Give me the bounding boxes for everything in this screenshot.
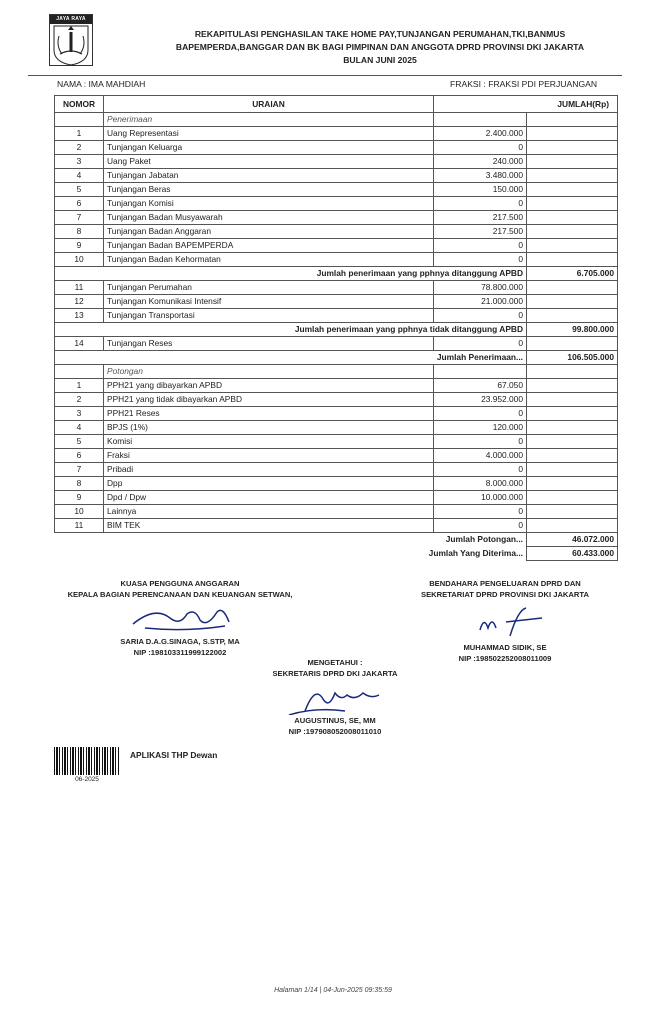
right-sig-title2: SEKRETARIAT DPRD PROVINSI DKI JAKARTA xyxy=(421,590,589,599)
nomor-cell: 11 xyxy=(55,281,104,295)
table-row xyxy=(55,197,618,211)
table-row xyxy=(55,393,618,407)
total-row xyxy=(55,547,618,561)
subtotal-label: Jumlah penerimaan yang pphnya ditanggung APBD xyxy=(55,267,527,281)
table-row xyxy=(55,239,618,253)
nomor-cell: 11 xyxy=(55,519,104,533)
amount-cell: 8.000.000 xyxy=(434,477,527,491)
right-sig-title1: BENDAHARA PENGELUARAN DPRD DAN xyxy=(429,579,581,588)
center-signature-block xyxy=(220,657,450,737)
amount-cell: 217.500 xyxy=(434,211,527,225)
col-jumlah: JUMLAH(Rp) xyxy=(434,96,618,113)
total-cell xyxy=(527,491,618,505)
uraian-cell: Tunjangan Reses xyxy=(104,337,434,351)
nomor-cell: 10 xyxy=(55,505,104,519)
uraian-cell: Komisi xyxy=(104,435,434,449)
amount-cell: 4.000.000 xyxy=(434,449,527,463)
uraian-cell: Tunjangan Badan Anggaran xyxy=(104,225,434,239)
nomor-cell: 2 xyxy=(55,393,104,407)
table-header-row xyxy=(55,96,618,113)
total-cell xyxy=(527,141,618,155)
total-cell xyxy=(527,169,618,183)
amount-cell: 78.800.000 xyxy=(434,281,527,295)
uraian-cell: Lainnya xyxy=(104,505,434,519)
subtotal-label: Jumlah Penerimaan... xyxy=(55,351,527,365)
section-row xyxy=(55,365,618,379)
nomor-cell: 14 xyxy=(55,337,104,351)
uraian-cell: Tunjangan Beras xyxy=(104,183,434,197)
total-cell xyxy=(527,197,618,211)
amount-cell: 150.000 xyxy=(434,183,527,197)
amount-cell: 120.000 xyxy=(434,421,527,435)
table-row xyxy=(55,183,618,197)
nomor-cell: 13 xyxy=(55,309,104,323)
total-cell xyxy=(527,295,618,309)
left-sig-title2: KEPALA BAGIAN PERENCANAAN DAN KEUANGAN SETWAN, xyxy=(67,590,293,599)
uraian-cell: Tunjangan Badan Musyawarah xyxy=(104,211,434,225)
total-cell xyxy=(527,519,618,533)
total-cell xyxy=(527,463,618,477)
nomor-cell: 2 xyxy=(55,141,104,155)
amount-cell: 0 xyxy=(434,435,527,449)
fraksi-label: FRAKSI : FRAKSI PDI PERJUANGAN xyxy=(450,79,598,89)
section-label: Potongan xyxy=(104,365,434,379)
nomor-cell: 4 xyxy=(55,169,104,183)
amount-cell: 0 xyxy=(434,141,527,155)
table-row xyxy=(55,463,618,477)
subtotal-value: 6.705.000 xyxy=(527,267,618,281)
nomor-cell: 1 xyxy=(55,127,104,141)
nama-label: NAMA : IMA MAHDIAH xyxy=(57,79,146,89)
left-sig-title1: KUASA PENGGUNA ANGGARAN xyxy=(120,579,240,588)
total-cell xyxy=(527,393,618,407)
nomor-cell: 6 xyxy=(55,197,104,211)
total-row xyxy=(55,323,618,337)
table-row xyxy=(55,449,618,463)
table-row xyxy=(55,141,618,155)
total-cell xyxy=(527,309,618,323)
nomor-cell: 8 xyxy=(55,477,104,491)
jakarta-logo xyxy=(49,14,93,66)
table-row xyxy=(55,253,618,267)
total-cell xyxy=(527,505,618,519)
nomor-cell: 9 xyxy=(55,491,104,505)
monas-emblem-icon xyxy=(50,24,92,66)
doc-title-line1: REKAPITULASI PENGHASILAN TAKE HOME PAY,TUNJANGAN PERUMAHAN,TKI,BANMUS xyxy=(194,29,566,39)
amount-cell: 240.000 xyxy=(434,155,527,169)
total-label: Jumlah Yang Diterima... xyxy=(428,548,523,558)
table-row xyxy=(55,309,618,323)
amount-cell: 10.000.000 xyxy=(434,491,527,505)
table-row xyxy=(55,211,618,225)
total-row xyxy=(55,533,618,547)
uraian-cell: PPH21 Reses xyxy=(104,407,434,421)
amount-cell: 0 xyxy=(434,239,527,253)
uraian-cell: PPH21 yang tidak dibayarkan APBD xyxy=(104,393,434,407)
nomor-cell: 9 xyxy=(55,239,104,253)
amount-cell: 0 xyxy=(434,519,527,533)
nomor-cell: 1 xyxy=(55,379,104,393)
amount-cell: 0 xyxy=(434,337,527,351)
subtotal-value: 99.800.000 xyxy=(527,323,618,337)
uraian-cell: Dpp xyxy=(104,477,434,491)
nomor-cell xyxy=(55,365,104,379)
nomor-cell: 5 xyxy=(55,183,104,197)
logo-band-text: JAYA RAYA xyxy=(50,15,92,24)
right-handwritten-signature xyxy=(460,604,550,640)
table-row xyxy=(55,169,618,183)
center-sig-nip: NIP :197908052008011010 xyxy=(288,727,382,736)
nomor-cell: 6 xyxy=(55,449,104,463)
table-row xyxy=(55,491,618,505)
amount-cell xyxy=(434,113,527,127)
amount-cell: 0 xyxy=(434,309,527,323)
table-row xyxy=(55,225,618,239)
col-nomor: NOMOR xyxy=(55,96,104,113)
total-cell xyxy=(527,365,618,379)
total-value: 60.433.000 xyxy=(527,547,618,561)
amount-cell: 0 xyxy=(434,505,527,519)
center-sig-name: AUGUSTINUS, SE, MM xyxy=(294,716,376,725)
total-cell xyxy=(527,113,618,127)
table-row xyxy=(55,127,618,141)
amount-cell: 0 xyxy=(434,197,527,211)
subtotal-value: 106.505.000 xyxy=(527,351,618,365)
table-row xyxy=(55,337,618,351)
uraian-cell: Uang Representasi xyxy=(104,127,434,141)
nomor-cell: 10 xyxy=(55,253,104,267)
total-value: 46.072.000 xyxy=(527,533,618,547)
right-sig-name: MUHAMMAD SIDIK, SE xyxy=(463,643,547,652)
uraian-cell: Pribadi xyxy=(104,463,434,477)
table-row xyxy=(55,407,618,421)
nomor-cell: 12 xyxy=(55,295,104,309)
table-row xyxy=(55,295,618,309)
total-cell xyxy=(527,211,618,225)
nomor-cell: 4 xyxy=(55,421,104,435)
center-handwritten-signature xyxy=(275,681,395,715)
doc-title-line3: BULAN JUNI 2025 xyxy=(343,55,417,65)
uraian-cell: Tunjangan Badan Kehormatan xyxy=(104,253,434,267)
total-cell xyxy=(527,239,618,253)
table-row xyxy=(55,421,618,435)
total-cell xyxy=(527,449,618,463)
total-label: Jumlah Potongan... xyxy=(445,534,523,545)
uraian-cell: BPJS (1%) xyxy=(104,421,434,435)
nomor-cell: 7 xyxy=(55,463,104,477)
amount-cell: 67.050 xyxy=(434,379,527,393)
table-row xyxy=(55,519,618,533)
nomor-cell xyxy=(55,113,104,127)
nomor-cell: 8 xyxy=(55,225,104,239)
doc-title-line2: BAPEMPERDA,BANGGAR DAN BK BAGI PIMPINAN DAN ANGGOTA DPRD PROVINSI DKI JAKARTA xyxy=(175,42,585,52)
amount-cell: 3.480.000 xyxy=(434,169,527,183)
left-handwritten-signature xyxy=(125,604,235,634)
nomor-cell: 7 xyxy=(55,211,104,225)
subtotal-label: Jumlah penerimaan yang pphnya tidak ditanggung APBD xyxy=(55,323,527,337)
total-row xyxy=(55,267,618,281)
uraian-cell: Tunjangan Komisi xyxy=(104,197,434,211)
uraian-cell: Dpd / Dpw xyxy=(104,491,434,505)
section-label: Penerimaan xyxy=(104,113,434,127)
total-cell xyxy=(527,477,618,491)
nomor-cell: 3 xyxy=(55,407,104,421)
uraian-cell: Fraksi xyxy=(104,449,434,463)
total-cell xyxy=(527,337,618,351)
total-cell xyxy=(527,155,618,169)
amount-cell: 0 xyxy=(434,253,527,267)
nomor-cell: 3 xyxy=(55,155,104,169)
header-divider xyxy=(28,75,622,76)
right-signature-block xyxy=(360,578,650,664)
left-sig-nip: NIP :198103311999122002 xyxy=(133,648,227,657)
total-cell xyxy=(527,281,618,295)
col-uraian: URAIAN xyxy=(104,96,434,113)
uraian-cell: Uang Paket xyxy=(104,155,434,169)
left-signature-block xyxy=(30,578,330,658)
table-row xyxy=(55,477,618,491)
nomor-cell: 5 xyxy=(55,435,104,449)
total-cell xyxy=(527,225,618,239)
left-sig-name: SARIA D.A.G.SINAGA, S.STP, MA xyxy=(120,637,240,646)
salary-table xyxy=(54,95,618,561)
total-cell xyxy=(527,127,618,141)
uraian-cell: Tunjangan Jabatan xyxy=(104,169,434,183)
uraian-cell: Tunjangan Komunikasi Intensif xyxy=(104,295,434,309)
barcode xyxy=(54,747,120,775)
uraian-cell: BIM TEK xyxy=(104,519,434,533)
amount-cell: 21.000.000 xyxy=(434,295,527,309)
amount-cell: 0 xyxy=(434,407,527,421)
amount-cell: 0 xyxy=(434,463,527,477)
uraian-cell: Tunjangan Keluarga xyxy=(104,141,434,155)
total-row xyxy=(55,351,618,365)
total-cell xyxy=(527,379,618,393)
uraian-cell: Tunjangan Badan BAPEMPERDA xyxy=(104,239,434,253)
table-row xyxy=(55,435,618,449)
total-cell xyxy=(527,407,618,421)
amount-cell: 23.952.000 xyxy=(434,393,527,407)
app-name: APLIKASI THP Dewan xyxy=(130,750,218,760)
uraian-cell: Tunjangan Perumahan xyxy=(104,281,434,295)
right-sig-nip: NIP :198502252008011009 xyxy=(458,654,552,663)
section-row xyxy=(55,113,618,127)
center-sig-title2: SEKRETARIS DPRD DKI JAKARTA xyxy=(272,669,398,678)
total-cell xyxy=(527,253,618,267)
uraian-cell: Tunjangan Transportasi xyxy=(104,309,434,323)
center-sig-title1: MENGETAHUI : xyxy=(307,658,363,667)
table-row xyxy=(55,281,618,295)
amount-cell xyxy=(434,365,527,379)
table-row xyxy=(55,379,618,393)
total-cell xyxy=(527,435,618,449)
table-row xyxy=(55,505,618,519)
table-row xyxy=(55,155,618,169)
total-cell xyxy=(527,421,618,435)
barcode-text: 06-2025 xyxy=(75,776,99,783)
total-cell xyxy=(527,183,618,197)
page-footer: Halaman 1/14 | 04-Jun-2025 09:35:59 xyxy=(274,987,392,994)
amount-cell: 217.500 xyxy=(434,225,527,239)
uraian-cell: PPH21 yang dibayarkan APBD xyxy=(104,379,434,393)
amount-cell: 2.400.000 xyxy=(434,127,527,141)
